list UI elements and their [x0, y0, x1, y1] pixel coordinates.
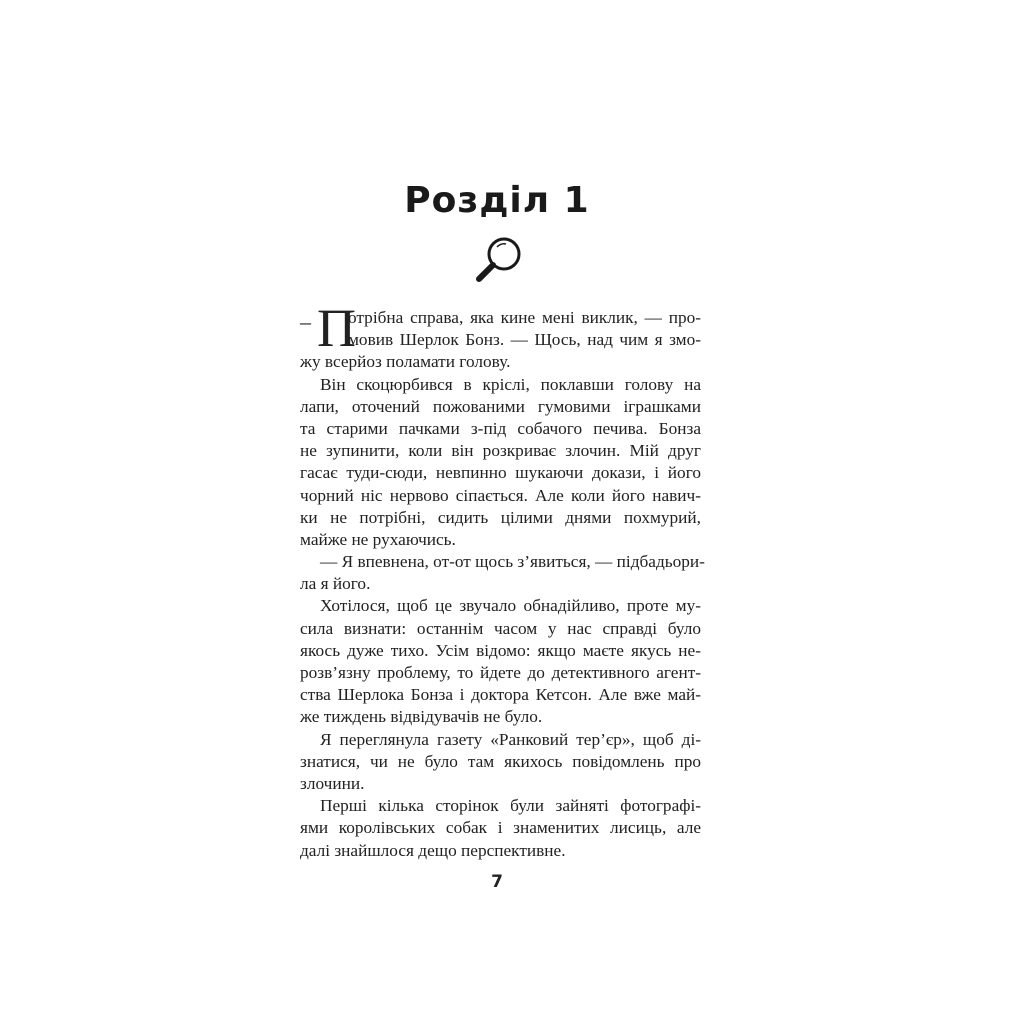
text-line: далі знайшлося дещо перспективне. — [300, 840, 566, 860]
body-text — [300, 298, 705, 862]
text-line: майже не рухаючись. — [300, 529, 456, 549]
magnifying-glass-icon — [470, 234, 526, 286]
text-line: чорний ніс нервово сіпається. Але коли його навич- — [300, 485, 701, 505]
text-line: злочини. — [300, 773, 365, 793]
text-line: отрібна справа, яка кине мені виклик, — про- — [348, 308, 701, 327]
text-line: не зупинити, коли він розкриває злочин. Мій друг — [300, 441, 701, 461]
text-line: ла я його. — [300, 574, 371, 594]
text-line: Хотілося, щоб це звучало обнадійливо, проте му- — [320, 596, 701, 616]
text-line: гасає туди-сюди, невпинно шукаючи докази, і його — [300, 463, 701, 483]
text-line: якось дуже тихо. Усім відомо: якщо маєте якусь не- — [300, 640, 701, 660]
text-line: та старими пачками з-під собачого печива. Бонза — [300, 418, 701, 438]
text-line: ями королівських собак і знаменитих лисиць, але — [300, 818, 701, 838]
text-line: знатися, чи не було там якихось повідомлень про — [300, 751, 701, 771]
page-number: 7 — [491, 872, 503, 892]
text-line: же тиждень відвідувачів не було. — [300, 707, 543, 727]
text-line: Я переглянула газету «Ранковий тер’єр», щоб ді- — [320, 729, 701, 749]
text-line: мовив Шерлок Бонз. — Щось, над чим я змо- — [348, 330, 701, 350]
opening-dash: – — [300, 309, 311, 334]
text-line: сила визнати: останнім часом у нас справді було — [300, 618, 701, 638]
text-line: розв’язну проблему, то йдете до детективного агент- — [300, 663, 701, 682]
text-line: лапи, оточений пожованими гумовими іграшками — [300, 396, 701, 416]
text-line: ки не потрібні, сидить цілими днями похмурий, — [300, 507, 701, 527]
text-line: Перші кілька сторінок були зайняті фотографі- — [320, 796, 701, 816]
drop-cap: П — [317, 298, 356, 358]
text-line: Він скоцюрбився в кріслі, поклавши голову на — [320, 374, 701, 394]
text-line: — Я впевнена, от-от щось з’явиться, — підбадьори- — [320, 552, 705, 572]
chapter-title: Розділ 1 — [404, 180, 590, 221]
text-line: ства Шерлока Бонза і доктора Кетсон. Але вже май- — [300, 685, 701, 705]
text-line: жу всерйоз поламати голову. — [300, 352, 511, 372]
